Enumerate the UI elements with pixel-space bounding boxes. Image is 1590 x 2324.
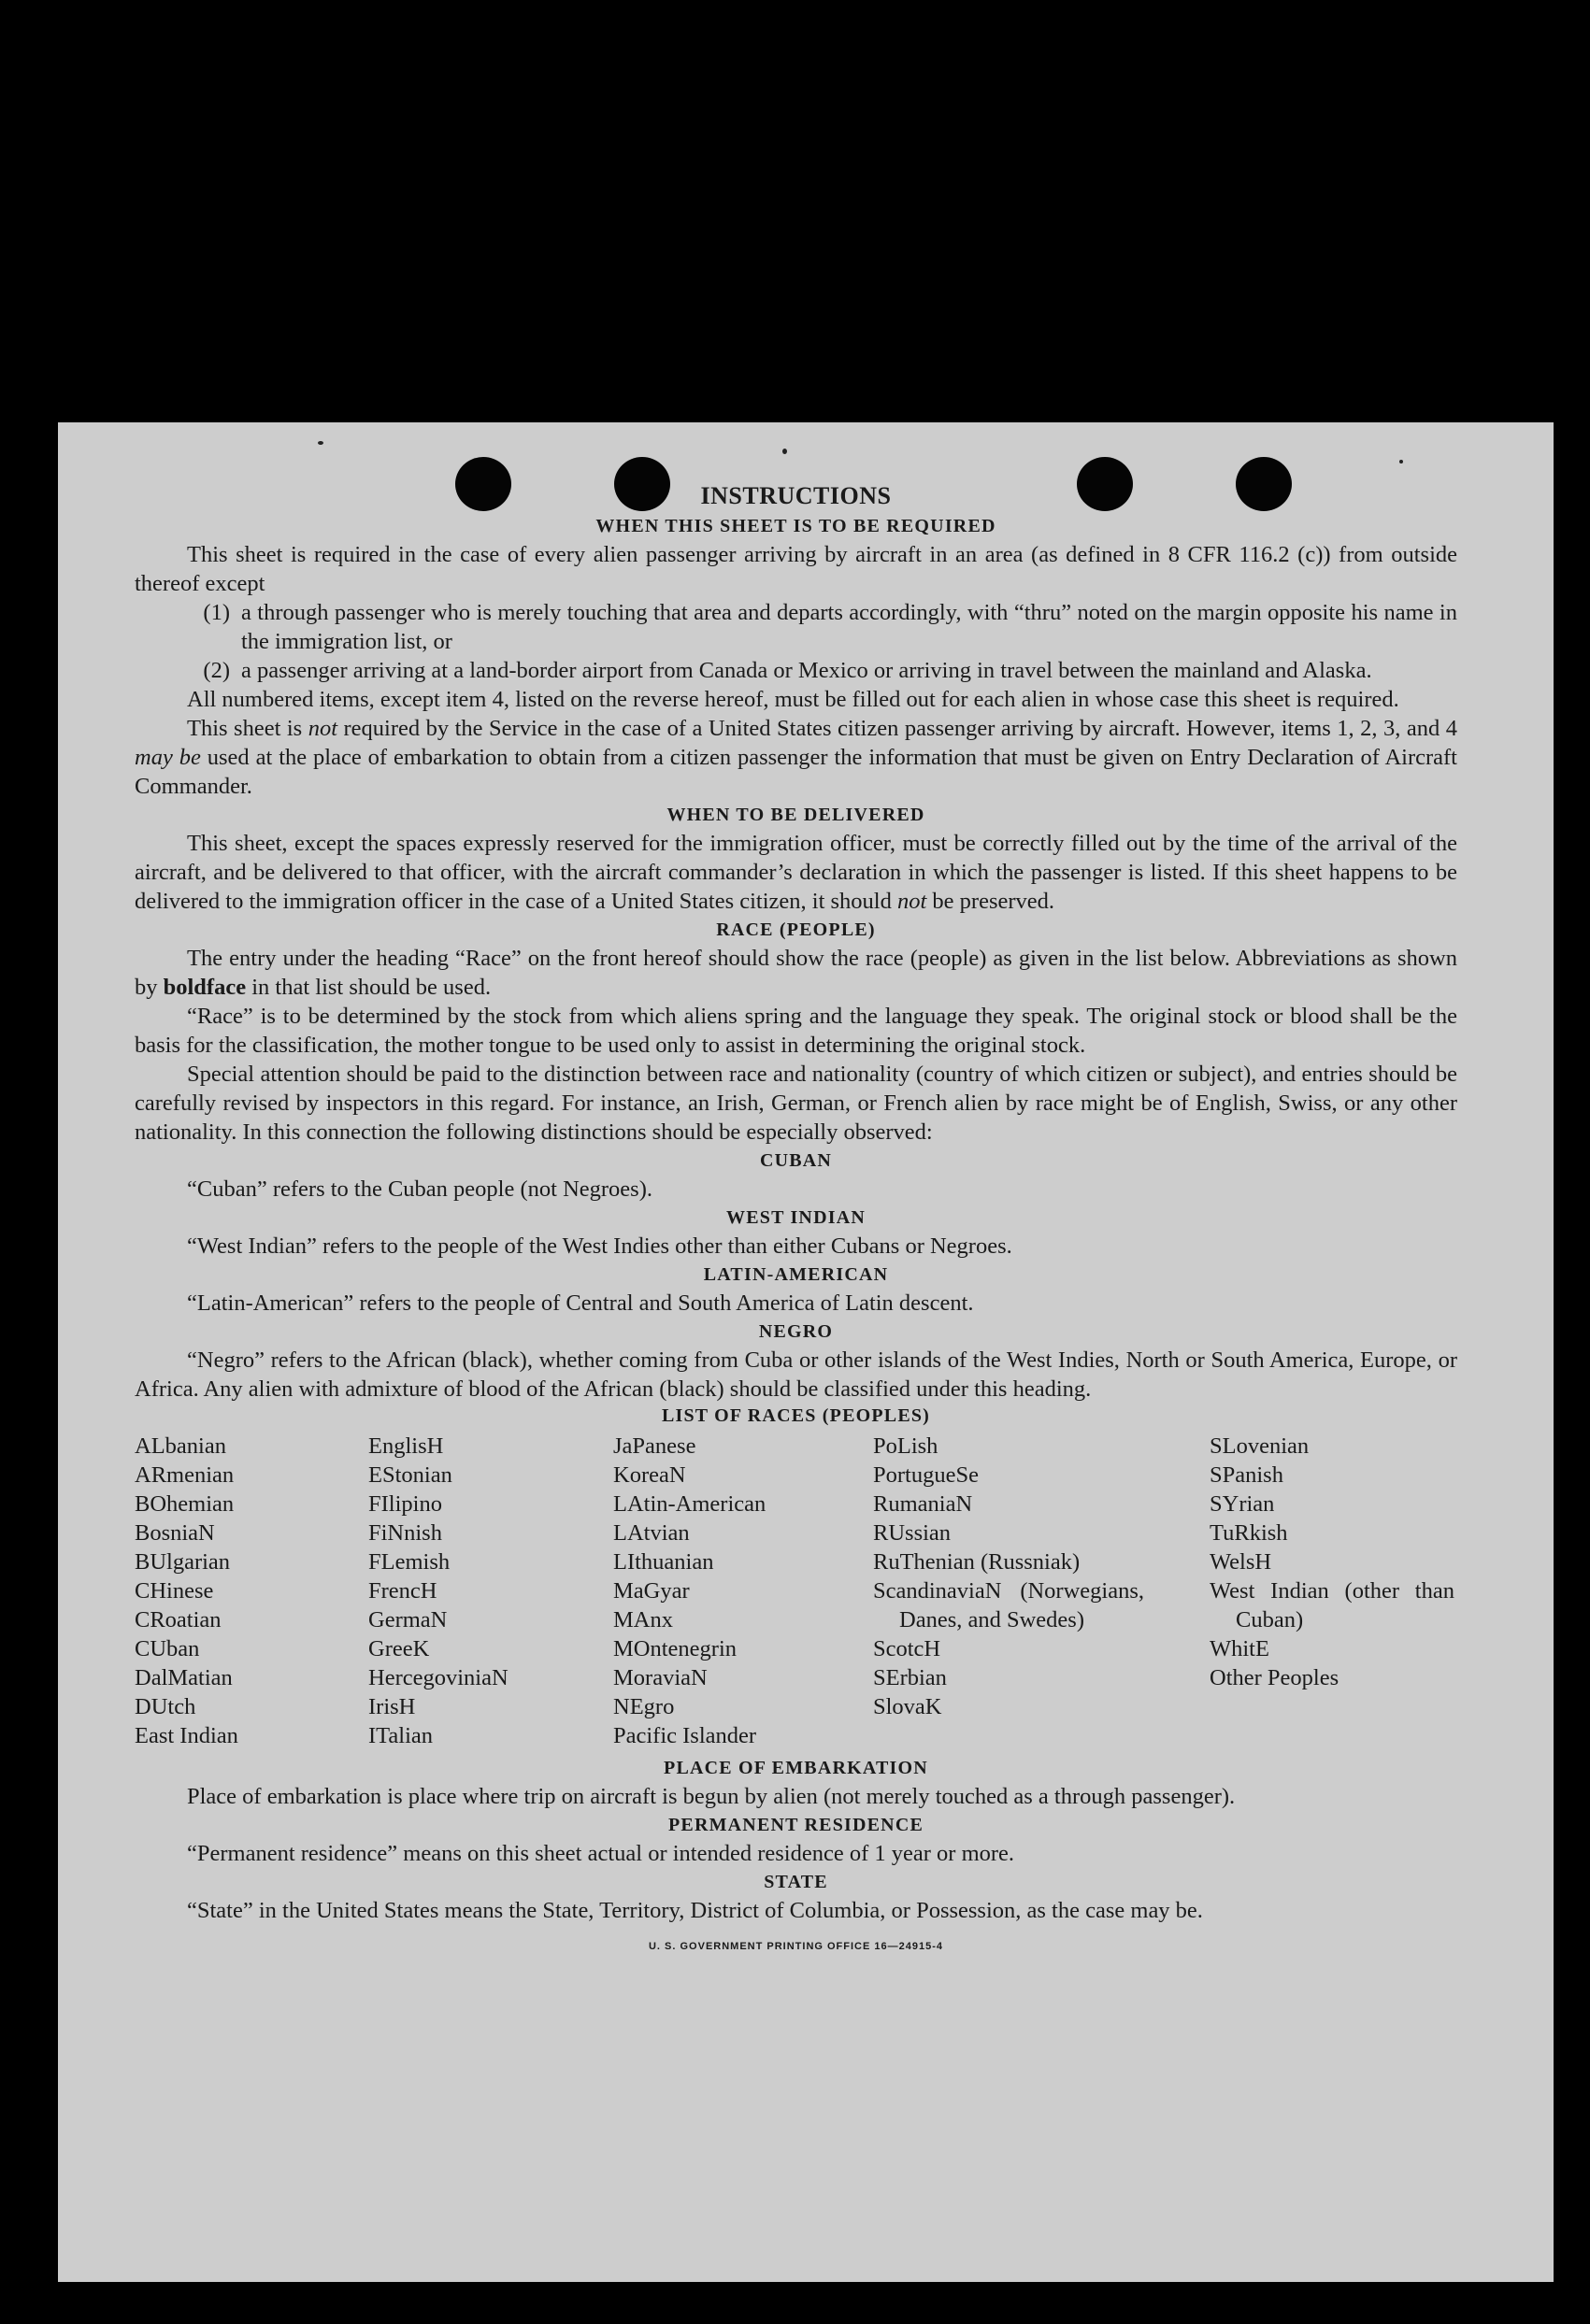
paragraph	[135, 714, 1457, 801]
text-run: in that list should be used.	[246, 975, 492, 1000]
race-entry: LAtvian	[613, 1520, 690, 1546]
paragraph: Special attention should be paid to the distinction between race and nationality (country of which citizen or subject), and entries should be carefully revised by inspectors in this regard. For instance, an Irish, German, or French alien by race might be of English, Swiss, or any other nationality. In this connection the following distinctions should be especially observed:	[135, 1062, 1457, 1145]
section-heading: PLACE OF EMBARKATION	[664, 1758, 928, 1778]
race-entry: West Indian (other than Cuban)	[1210, 1578, 1454, 1633]
race-entry: HercegoviniaN	[368, 1665, 509, 1690]
race-entry: NEgro	[613, 1694, 675, 1719]
paragraph	[135, 944, 1457, 1002]
paragraph: All numbered items, except item 4, listed on the reverse hereof, must be filled out for each alien in whose case this sheet is required.	[187, 687, 1399, 712]
race-column	[1210, 1432, 1454, 1750]
text-run: This sheet, except the spaces expressly reserved for the immigration officer, must be correctly filled out by the time of the arrival of the aircraft, and be delivered to that officer, with the aircraft commander’s declaration in which the passenger is listed. If this sheet happens to be delivered to the immigration officer in the case of a United States citizen, it should	[135, 831, 1457, 914]
text-run: used at the place of embarkation to obtain from a citizen passenger the information that must be given on Entry Declaration of Aircraft Commander.	[135, 745, 1457, 799]
race-entry: WhitE	[1210, 1636, 1269, 1661]
text-run: The entry under the heading “Race” on the front hereof should show the race (people) as given in the list below. Abbreviations as shown by	[135, 946, 1457, 1000]
race-list	[135, 1432, 1457, 1750]
race-entry: MOntenegrin	[613, 1636, 737, 1661]
race-entry: IrisH	[368, 1694, 416, 1719]
paragraph: “Permanent residence” means on this sheet actual or intended residence of 1 year or more.	[187, 1841, 1015, 1866]
race-entry: FrencH	[368, 1578, 437, 1604]
bold-text: boldface	[163, 975, 247, 1000]
section-heading: WHEN THIS SHEET IS TO BE REQUIRED	[595, 516, 996, 536]
race-entry: CHinese	[135, 1578, 214, 1604]
section-heading: LIST OF RACES (PEOPLES)	[661, 1405, 931, 1426]
race-entry: SYrian	[1210, 1491, 1275, 1517]
text-run: be preserved.	[926, 889, 1055, 914]
section-heading: NEGRO	[758, 1321, 834, 1342]
text-run: required by the Service in the case of a United States citizen passenger arriving by aircraft. However, items 1, 2, 3, and 4	[337, 716, 1457, 741]
paragraph: “West Indian” refers to the people of the West Indies other than either Cubans or Negroes.	[187, 1233, 1012, 1259]
list-item	[135, 598, 1457, 656]
race-entry: PoLish	[873, 1433, 938, 1459]
paragraph: “Race” is to be determined by the stock from which aliens spring and the language they speak. The original stock or blood shall be the basis for the classification, the mother tongue to be used only to assist in determining the original stock.	[135, 1004, 1457, 1058]
race-column	[613, 1432, 873, 1750]
race-entry: KoreaN	[613, 1462, 686, 1488]
race-entry: RuThenian (Russniak)	[873, 1549, 1081, 1575]
race-entry: ITalian	[368, 1723, 434, 1748]
race-entry: SlovaK	[873, 1694, 942, 1719]
race-entry: WelsH	[1210, 1549, 1272, 1575]
section-heading: WHEN TO BE DELIVERED	[666, 805, 925, 825]
race-entry: RumaniaN	[873, 1491, 973, 1517]
race-entry: ScotcH	[873, 1636, 941, 1661]
paragraph: “Negro” refers to the African (black), whether coming from Cuba or other islands of the West Indies, North or South America, Europe, or Africa. Any alien with admixture of blood of the African (black) should be classified under this heading.	[135, 1347, 1457, 1402]
race-entry: GermaN	[368, 1607, 448, 1633]
italic-text: not	[896, 889, 927, 914]
race-entry: RUssian	[873, 1520, 952, 1546]
race-entry: SErbian	[873, 1665, 947, 1690]
page-title: INSTRUCTIONS	[700, 482, 892, 509]
race-column	[368, 1432, 613, 1750]
item-text: a through passenger who is merely touching that area and departs accordingly, with “thru” noted on the margin opposite his name in the immigration list, or	[241, 600, 1457, 654]
race-entry: FIlipino	[368, 1491, 442, 1517]
race-entry: EnglisH	[368, 1433, 444, 1459]
printer-imprint: U. S. GOVERNMENT PRINTING OFFICE 16—24915-4	[648, 1941, 943, 1952]
text-run: This sheet is	[187, 716, 308, 741]
race-entry: BOhemian	[135, 1491, 235, 1517]
paragraph: “State” in the United States means the State, Territory, District of Columbia, or Possession, as the case may be.	[187, 1898, 1203, 1923]
race-entry: CUban	[135, 1636, 200, 1661]
paragraph: “Latin-American” refers to the people of Central and South America of Latin descent.	[187, 1290, 974, 1316]
document-sheet	[58, 422, 1554, 2282]
race-entry: PortugueSe	[873, 1462, 979, 1488]
section-heading: RACE (PEOPLE)	[716, 920, 876, 940]
race-entry: JaPanese	[613, 1433, 696, 1459]
race-entry: TuRkish	[1210, 1520, 1288, 1546]
section-heading: CUBAN	[759, 1150, 833, 1171]
race-entry: SLovenian	[1210, 1433, 1310, 1459]
race-column	[135, 1432, 368, 1750]
section-heading: LATIN-AMERICAN	[703, 1264, 889, 1285]
italic-text: not	[308, 716, 338, 741]
italic-text: may be	[135, 745, 201, 770]
race-entry: FLemish	[368, 1549, 451, 1575]
race-entry: ScandinaviaN (Norwegians, Danes, and Swedes)	[873, 1578, 1144, 1633]
speck	[782, 449, 787, 454]
paragraph	[135, 829, 1457, 916]
race-entry: MaGyar	[613, 1578, 690, 1604]
race-entry: East Indian	[135, 1723, 238, 1748]
race-entry: MAnx	[613, 1607, 673, 1633]
item-number: (1)	[203, 600, 230, 625]
paragraph: “Cuban” refers to the Cuban people (not Negroes).	[187, 1176, 652, 1202]
race-entry: EStonian	[368, 1462, 452, 1488]
race-entry: Pacific Islander	[613, 1723, 757, 1748]
item-text: a passenger arriving at a land-border airport from Canada or Mexico or arriving in travel between the mainland and Alaska.	[241, 658, 1372, 683]
speck	[1399, 460, 1403, 463]
speck	[318, 441, 323, 445]
section-heading: STATE	[764, 1872, 828, 1892]
race-entry: ARmenian	[135, 1462, 235, 1488]
paragraph: This sheet is required in the case of every alien passenger arriving by aircraft in an area (as defined in 8 CFR 116.2 (c)) from outside thereof except	[135, 542, 1457, 596]
race-entry: ALbanian	[135, 1433, 226, 1459]
race-entry: BUlgarian	[135, 1549, 231, 1575]
race-entry: LAtin-American	[613, 1491, 766, 1517]
item-number: (2)	[203, 658, 230, 683]
race-entry: DalMatian	[135, 1665, 233, 1690]
race-entry: FiNnish	[368, 1520, 442, 1546]
section-heading: WEST INDIAN	[726, 1207, 866, 1228]
race-entry: SPanish	[1210, 1462, 1283, 1488]
race-entry: BosniaN	[135, 1520, 215, 1546]
race-entry: GreeK	[368, 1636, 430, 1661]
list-item	[135, 656, 1457, 685]
paragraph: Place of embarkation is place where trip on aircraft is begun by alien (not merely touched as a through passenger).	[187, 1784, 1236, 1809]
race-entry: Other Peoples	[1210, 1665, 1339, 1690]
race-entry: LIthuanian	[613, 1549, 714, 1575]
section-heading: PERMANENT RESIDENCE	[667, 1815, 924, 1835]
instructions-content	[135, 480, 1457, 1961]
race-entry: CRoatian	[135, 1607, 222, 1633]
race-entry: DUtch	[135, 1694, 196, 1719]
race-column	[873, 1432, 1210, 1750]
race-entry: MoraviaN	[613, 1665, 708, 1690]
